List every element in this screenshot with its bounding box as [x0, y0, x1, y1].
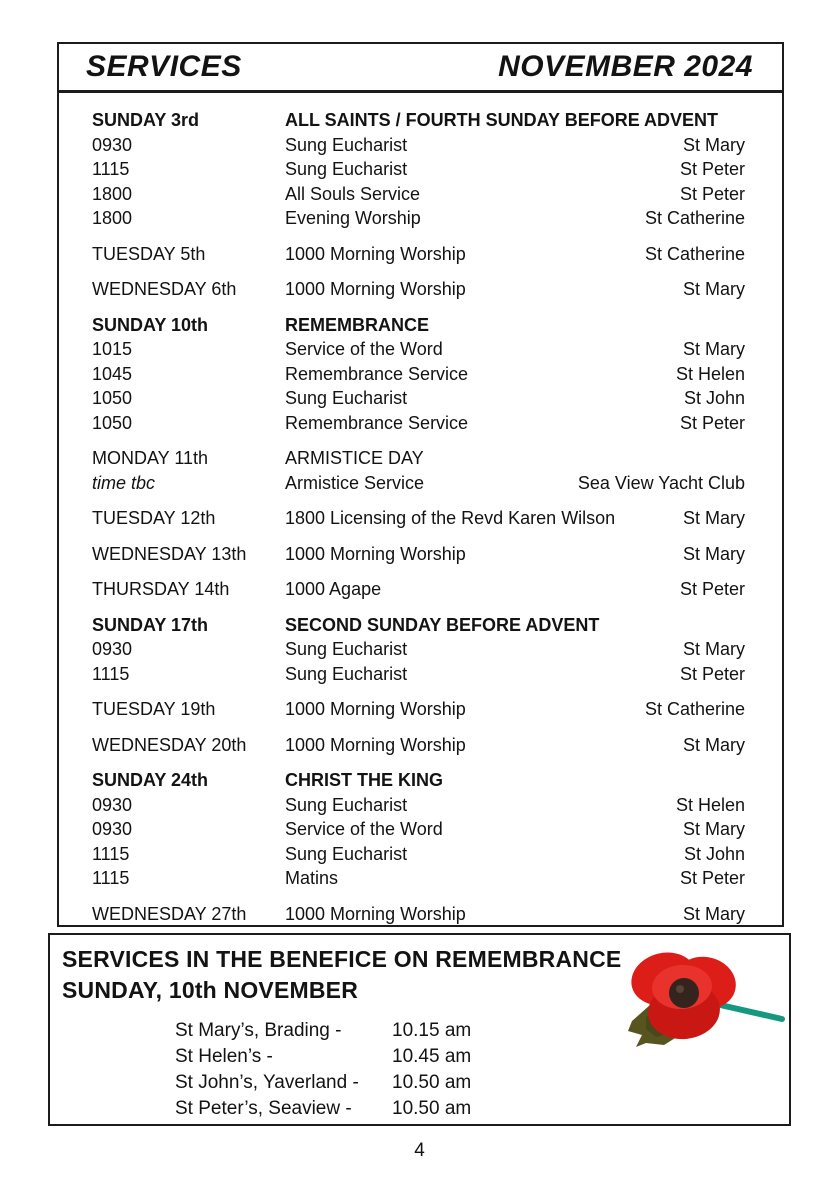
table-row	[92, 386, 745, 411]
cell-day-time: 1050	[92, 412, 133, 433]
cell-day-time: 0930	[92, 794, 133, 815]
cell-day-time: 1115	[92, 663, 130, 684]
table-row	[92, 577, 745, 602]
table-row	[92, 108, 745, 133]
service-group	[92, 108, 745, 231]
table-row	[92, 471, 745, 496]
cell-day-time: 1050	[92, 388, 133, 408]
cell-service: Sung Eucharist	[285, 843, 408, 864]
cell-day-time: 0930	[92, 134, 133, 155]
table-row	[92, 277, 745, 302]
cell-day-time: WEDNESDAY 20th	[92, 734, 247, 755]
cell-day-time: 1045	[92, 363, 133, 384]
cell-location: St Catherine	[644, 699, 745, 719]
cell-location: St Mary	[682, 134, 745, 155]
cell-day-time: TUESDAY 12th	[92, 508, 216, 528]
cell-service: CHRIST THE KING	[285, 770, 444, 790]
cell-day-time: 1115	[92, 159, 130, 179]
cell-service: Sung Eucharist	[285, 639, 408, 659]
cell-day-time: 1115	[92, 843, 130, 864]
table-row	[92, 133, 745, 158]
table-row	[92, 157, 745, 182]
period-label: NOVEMBER 2024	[498, 50, 753, 83]
cell-day-time: TUESDAY 5th	[92, 243, 206, 264]
service-group	[92, 542, 745, 567]
cell-service: Remembrance Service	[285, 363, 469, 384]
table-row	[92, 613, 745, 638]
cell-service: Sung Eucharist	[285, 388, 408, 408]
church-row	[175, 1070, 789, 1096]
cell-service: Sung Eucharist	[285, 794, 408, 815]
cell-location: St John	[683, 388, 745, 408]
cell-day-time: 1800	[92, 183, 133, 204]
cell-location: St Mary	[682, 279, 745, 299]
church-name: St John’s, Yaverland -	[175, 1072, 359, 1093]
cell-service: Sung Eucharist	[285, 134, 408, 155]
cell-location: St Mary	[682, 734, 745, 755]
cell-service: Service of the Word	[285, 819, 443, 839]
table-row	[92, 697, 745, 722]
cell-location: St Peter	[679, 183, 745, 204]
service-group	[92, 446, 745, 495]
cell-service: ALL SAINTS / FOURTH SUNDAY BEFORE ADVENT	[285, 110, 719, 130]
benefice-box	[48, 933, 791, 1126]
cell-location: Sea View Yacht Club	[577, 472, 745, 493]
table-row	[92, 313, 745, 338]
service-group	[92, 733, 745, 758]
church-time: 10.45 am	[392, 1046, 472, 1067]
cell-day-time: MONDAY 11th	[92, 448, 209, 468]
cell-day-time: THURSDAY 14th	[92, 579, 230, 599]
table-row	[92, 817, 745, 842]
service-group	[92, 768, 745, 891]
service-group	[92, 613, 745, 687]
remembrance-poppy-icon	[612, 943, 788, 1055]
benefice-heading-line1: SERVICES IN THE BENEFICE ON REMEMBRANCE	[62, 946, 622, 972]
cell-service: Armistice Service	[285, 472, 425, 493]
table-row	[92, 637, 745, 662]
cell-location: St Mary	[682, 339, 745, 359]
cell-day-time: 0930	[92, 819, 133, 839]
table-row	[92, 506, 745, 531]
table-row	[92, 337, 745, 362]
cell-service: 1000 Morning Worship	[285, 699, 466, 719]
cell-service: 1000 Morning Worship	[285, 734, 466, 755]
cell-day-time: 1800	[92, 208, 133, 228]
table-row	[92, 182, 745, 207]
cell-location: St Peter	[679, 159, 745, 179]
cell-day-time: 1115	[92, 868, 130, 888]
cell-location: St Catherine	[644, 243, 745, 264]
cell-day-time: 0930	[92, 639, 133, 659]
table-row	[92, 446, 745, 471]
table-row	[92, 902, 745, 927]
cell-location: St Catherine	[644, 208, 745, 228]
services-schedule-box	[57, 91, 784, 927]
benefice-heading-line2: SUNDAY, 10th NOVEMBER	[62, 977, 359, 1003]
cell-day-time: 1015	[92, 339, 133, 359]
cell-location: St Helen	[675, 794, 745, 815]
cell-day-time: TUESDAY 19th	[92, 699, 216, 719]
cell-location: St Peter	[679, 868, 745, 888]
cell-service: Service of the Word	[285, 339, 443, 359]
church-time: 10.50 am	[392, 1072, 472, 1093]
cell-location: St Mary	[682, 819, 745, 839]
service-group	[92, 697, 745, 722]
church-name: St Peter’s, Seaview -	[175, 1098, 352, 1119]
table-row	[92, 242, 745, 267]
service-group	[92, 506, 745, 531]
cell-day-time: WEDNESDAY 27th	[92, 903, 247, 924]
page-title: SERVICES	[86, 50, 242, 83]
church-time: 10.15 am	[392, 1020, 472, 1041]
table-row	[92, 206, 745, 231]
cell-location: St Mary	[682, 639, 745, 659]
cell-location: St Mary	[682, 903, 745, 924]
page-number: 4	[414, 1140, 425, 1161]
service-group	[92, 577, 745, 602]
services-header-banner	[57, 42, 784, 92]
services-table	[92, 108, 745, 926]
cell-service: ARMISTICE DAY	[285, 448, 424, 468]
cell-service: Remembrance Service	[285, 412, 469, 433]
cell-service: 1000 Agape	[285, 579, 382, 599]
cell-day-time: WEDNESDAY 6th	[92, 279, 237, 299]
cell-service: REMEMBRANCE	[285, 314, 429, 335]
cell-service: 1000 Morning Worship	[285, 543, 466, 564]
cell-service: SECOND SUNDAY BEFORE ADVENT	[285, 614, 600, 635]
table-row	[92, 542, 745, 567]
cell-day-time: SUNDAY 10th	[92, 314, 209, 335]
service-group	[92, 242, 745, 267]
cell-day-time: SUNDAY 24th	[92, 770, 209, 790]
cell-service: 1000 Morning Worship	[285, 279, 466, 299]
table-row	[92, 842, 745, 867]
table-row	[92, 793, 745, 818]
cell-service: 1800 Licensing of the Revd Karen Wilson	[285, 508, 616, 528]
cell-location: St Peter	[679, 412, 745, 433]
cell-location: St Peter	[679, 663, 745, 684]
cell-day-time: time tbc	[92, 472, 156, 493]
service-group	[92, 277, 745, 302]
cell-location: St John	[683, 843, 745, 864]
service-group	[92, 313, 745, 436]
table-row	[92, 362, 745, 387]
cell-service: Evening Worship	[285, 208, 421, 228]
table-row	[92, 866, 745, 891]
cell-location: St Mary	[682, 543, 745, 564]
cell-service: Sung Eucharist	[285, 663, 408, 684]
cell-service: All Souls Service	[285, 183, 421, 204]
cell-day-time: SUNDAY 17th	[92, 614, 209, 635]
cell-day-time: SUNDAY 3rd	[92, 110, 200, 130]
church-row	[175, 1096, 789, 1122]
cell-location: St Mary	[682, 508, 745, 528]
cell-location: St Helen	[675, 363, 745, 384]
church-name: St Mary’s, Brading -	[175, 1020, 342, 1041]
table-row	[92, 733, 745, 758]
cell-service: Sung Eucharist	[285, 159, 408, 179]
cell-service: Matins	[285, 868, 339, 888]
church-name: St Helen’s -	[175, 1046, 273, 1067]
cell-service: 1000 Morning Worship	[285, 903, 466, 924]
cell-location: St Peter	[679, 579, 745, 599]
cell-day-time: WEDNESDAY 13th	[92, 543, 247, 564]
table-row	[92, 768, 745, 793]
table-row	[92, 411, 745, 436]
cell-service: 1000 Morning Worship	[285, 243, 466, 264]
service-group	[92, 902, 745, 927]
church-time: 10.50 am	[392, 1098, 472, 1119]
table-row	[92, 662, 745, 687]
